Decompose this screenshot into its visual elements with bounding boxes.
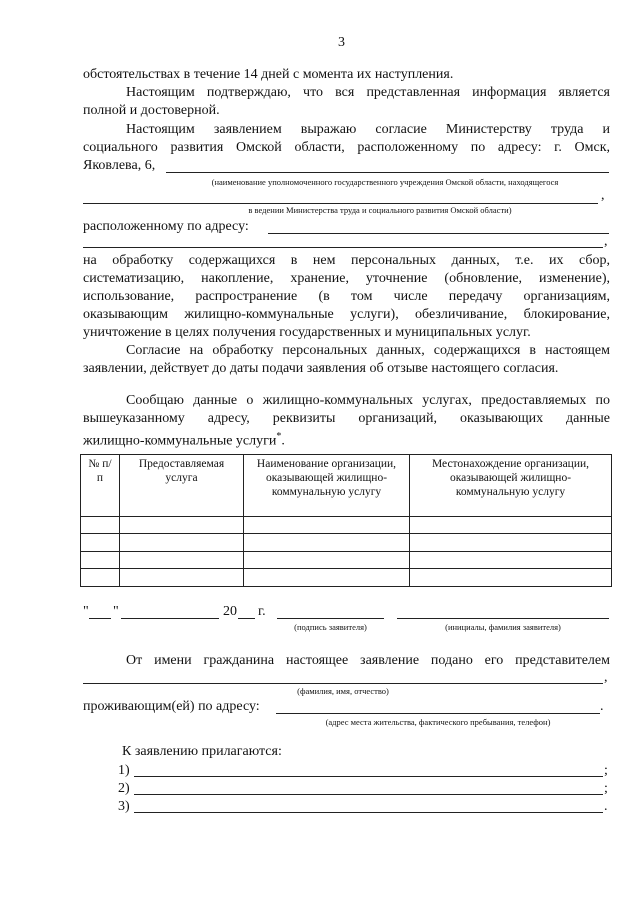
table-cell[interactable] <box>81 569 120 587</box>
name-line[interactable] <box>397 618 609 619</box>
attachment-end: . <box>604 799 608 814</box>
paragraph-text: Настоящим подтверждаю, что вся представленная информация является <box>126 85 610 100</box>
table-header-organization: Наименование организации, оказывающей жилищно-коммунальную услугу <box>244 455 410 517</box>
table-cell[interactable] <box>120 569 244 587</box>
address-caption: (адрес места жительства, фактического пребывания, телефон) <box>325 717 551 727</box>
paragraph-text: Согласие на обработку персональных данных, содержащихся в настоящем <box>126 343 610 358</box>
paragraph-text: систематизацию, накопление, хранение, уточнение (обновление, изменение), <box>83 271 610 286</box>
table-cell[interactable] <box>410 534 612 552</box>
date-year-line[interactable] <box>238 618 255 619</box>
year-prefix: 20 <box>223 604 237 619</box>
paragraph-text: заявлении, действует до даты подачи заявления об отзыве настоящего согласия. <box>83 361 559 376</box>
utilities-table <box>80 454 612 587</box>
table-header-number: № п/п <box>81 455 120 517</box>
date-quote-close: " <box>113 604 119 619</box>
paragraph-text: обстоятельствах в течение 14 дней с момента их наступления. <box>83 67 454 82</box>
attachment-line[interactable] <box>134 776 603 777</box>
paragraph-text: Яковлева, 6, <box>83 158 156 173</box>
date-month-line[interactable] <box>121 618 219 619</box>
address-line[interactable] <box>268 233 609 234</box>
table-cell[interactable] <box>410 551 612 569</box>
paragraph-text: использование, распространение (в том числе передачу организациям, <box>83 289 610 304</box>
table-cell[interactable] <box>244 516 410 534</box>
residence-address-line[interactable] <box>276 713 600 714</box>
located-label: расположенному по адресу: <box>83 219 249 234</box>
date-quote-open: " <box>83 604 89 619</box>
paragraph-text: вышеуказанному адресу, реквизиты организаций, оказывающих данные <box>83 411 610 426</box>
institution-caption: (наименование уполномоченного государственного учреждения Омской области, находящегося <box>211 177 559 187</box>
institution-caption-2: в ведении Министерства труда и социального развития Омской области) <box>248 205 512 215</box>
representative-text: От имени гражданина настоящее заявление подано его представителем <box>126 653 610 668</box>
footnote-mark: * <box>276 431 282 442</box>
paragraph-text: Сообщаю данные о жилищно-коммунальных услугах, предоставляемых по <box>126 393 610 408</box>
table-cell[interactable] <box>120 534 244 552</box>
attachment-line[interactable] <box>134 812 603 813</box>
comma-mark: , <box>604 670 608 685</box>
attachments-title: К заявлению прилагаются: <box>122 744 282 759</box>
paragraph-text: социального развития Омской области, расположенному по адресу: г. Омск, <box>83 140 610 155</box>
attachment-number: 3) <box>118 799 130 814</box>
paragraph-text: уничтожение в целях получения государственных и муниципальных услуг. <box>83 325 531 340</box>
period-mark: . <box>600 699 604 714</box>
attachment-number: 2) <box>118 781 130 796</box>
attachment-end: ; <box>604 781 608 796</box>
table-cell[interactable] <box>244 551 410 569</box>
attachment-end: ; <box>604 763 608 778</box>
table-cell[interactable] <box>244 569 410 587</box>
table-cell[interactable] <box>81 534 120 552</box>
table-cell[interactable] <box>410 516 612 534</box>
attachment-number: 1) <box>118 763 130 778</box>
table-row <box>81 551 612 569</box>
institution-name-line[interactable] <box>166 172 609 173</box>
table-cell[interactable] <box>120 516 244 534</box>
table-cell[interactable] <box>81 516 120 534</box>
address-line-2[interactable] <box>83 247 603 248</box>
table-cell[interactable] <box>244 534 410 552</box>
paragraph-text <box>83 428 285 451</box>
year-suffix: г. <box>258 604 266 619</box>
page-number: 3 <box>338 35 345 50</box>
table-row <box>81 516 612 534</box>
name-caption: (инициалы, фамилия заявителя) <box>445 622 561 632</box>
signature-line[interactable] <box>277 618 384 619</box>
table-header-location: Местонахождение организации, оказывающей жилищно-коммунальную услугу <box>410 455 612 517</box>
representative-name-line[interactable] <box>83 683 603 684</box>
paragraph-text: Настоящим заявлением выражаю согласие Министерству труда и <box>126 122 610 137</box>
institution-name-line-2[interactable] <box>83 203 598 204</box>
attachment-line[interactable] <box>134 794 603 795</box>
paragraph-text-line: жилищно-коммунальные услуги <box>83 433 277 449</box>
date-day-line[interactable] <box>89 618 111 619</box>
table-cell[interactable] <box>81 551 120 569</box>
table-cell[interactable] <box>410 569 612 587</box>
paragraph-text: полной и достоверной. <box>83 103 220 118</box>
paragraph-end: . <box>281 433 285 449</box>
residing-label: проживающим(ей) по адресу: <box>83 699 260 714</box>
table-header-service: Предоставляемая услуга <box>120 455 244 517</box>
fio-caption: (фамилия, имя, отчество) <box>297 686 389 696</box>
signature-caption: (подпись заявителя) <box>294 622 367 632</box>
table-cell[interactable] <box>120 551 244 569</box>
paragraph-text: на обработку содержащихся в нем персональных данных, т.е. их сбор, <box>83 253 610 268</box>
table-row <box>81 534 612 552</box>
comma-mark: , <box>604 234 608 249</box>
table-row <box>81 569 612 587</box>
paragraph-text: оказывающим жилищно-коммунальные услуги), обезличивание, блокирование, <box>83 307 610 322</box>
comma-mark: , <box>601 188 605 203</box>
